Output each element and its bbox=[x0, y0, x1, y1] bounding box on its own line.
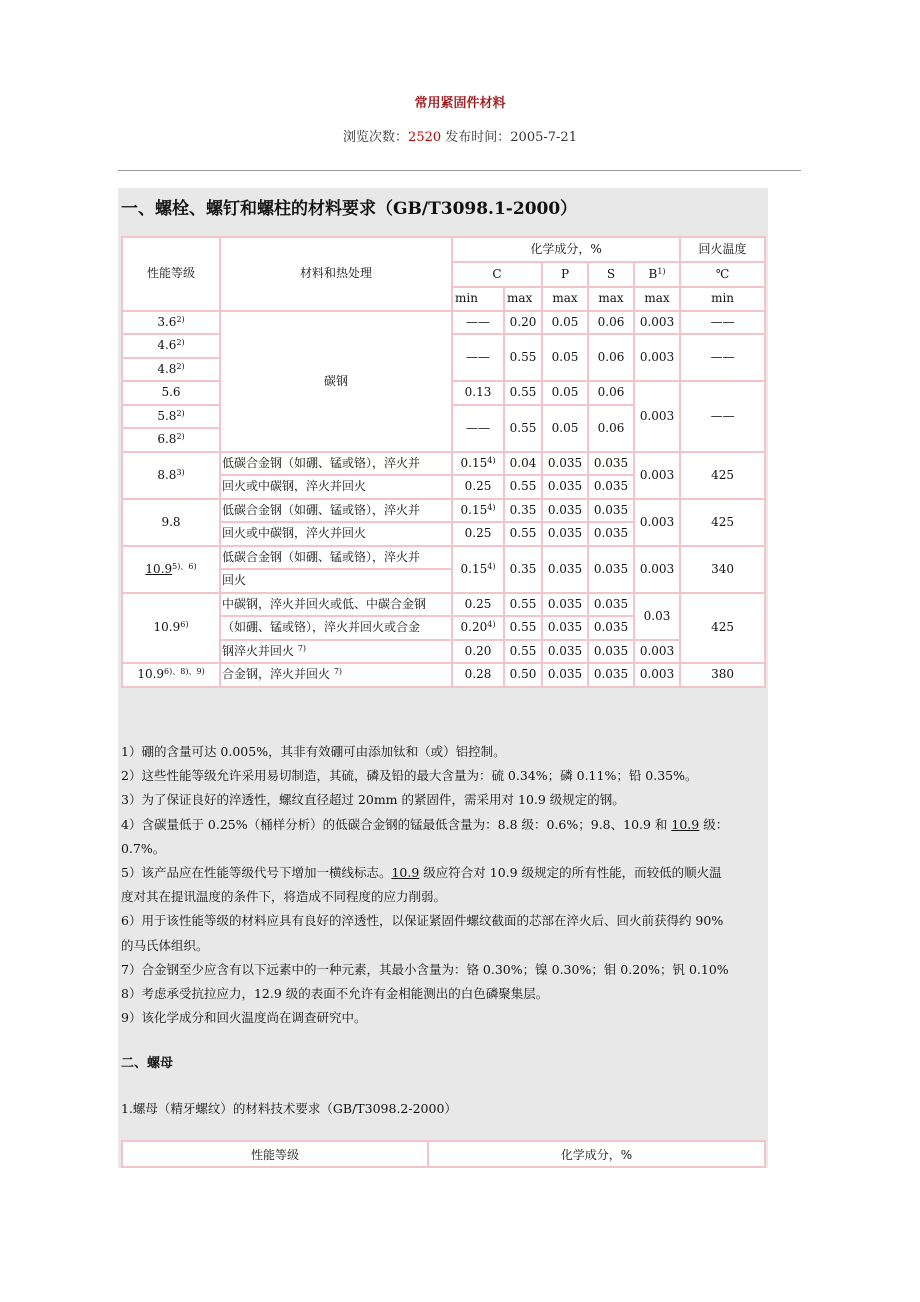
section1-heading: 一、螺栓、螺钉和螺柱的材料要求（GB/T3098.1-2000） bbox=[121, 199, 578, 219]
cell: —— bbox=[680, 334, 765, 381]
header-b: $B^{1)}$ bbox=[634, 262, 680, 287]
grade-6-8: 6.8$^{2)}$ bbox=[122, 428, 220, 452]
note-9: 9）该化学成分和回火温度尚在调查研究中。 bbox=[121, 1010, 367, 1026]
cell: 0.035 bbox=[542, 616, 588, 640]
material-low-alloy-line2: 回火或中碳钢，淬火并回火 bbox=[220, 522, 452, 546]
cell: 0.035 bbox=[588, 499, 634, 523]
grade-10-9: 10.9$^{6)}$ bbox=[122, 593, 220, 664]
cell: 0.035 bbox=[542, 663, 588, 687]
grade-10-9-alloy: $10.9^{6)、8)、9)}$ bbox=[122, 663, 220, 687]
cell: 0.035 bbox=[588, 452, 634, 476]
grade-4-8: 4.8$^{2)}$ bbox=[122, 358, 220, 382]
nut-header-chem: 化学成分，% bbox=[428, 1141, 765, 1167]
cell: 0.55 bbox=[504, 334, 542, 381]
grade-10-9-underlined: $10.9^{5)、6)}$ bbox=[122, 546, 220, 593]
cell: 0.25 bbox=[452, 475, 504, 499]
material-medium-line1: 中碳钢，淬火并回火或低、中碳合金钢 bbox=[220, 593, 452, 617]
nut-header-grade: 性能等级 bbox=[122, 1141, 428, 1167]
bolt-material-table bbox=[121, 236, 766, 688]
cell: 0.035 bbox=[542, 593, 588, 617]
grade-4-6: 4.6$^{2)}$ bbox=[122, 334, 220, 358]
material-medium-line2: （如硼、锰或铬），淬火并回火或合金 bbox=[220, 616, 452, 640]
cell: 0.25 bbox=[452, 522, 504, 546]
cell: 0.035 bbox=[588, 616, 634, 640]
cell: 0.06 bbox=[588, 311, 634, 335]
note-5-cont: 度对其在提讯温度的条件下，将造成不同程度的应力削弱。 bbox=[121, 889, 447, 905]
material-low-alloy-only-line2: 回火 bbox=[220, 569, 452, 593]
grade-5-6: 5.6 bbox=[122, 381, 220, 405]
cell: 0.035 bbox=[542, 452, 588, 476]
cell: 0.05 bbox=[542, 405, 588, 452]
cell: —— bbox=[680, 311, 765, 335]
grade-8-8: 8.8$^{3)}$ bbox=[122, 452, 220, 499]
grade-3-6: 3.6$^{2)}$ bbox=[122, 311, 220, 335]
cell: 0.15$^{4)}$ bbox=[452, 499, 504, 523]
section2-heading: 二、螺母 bbox=[121, 1056, 174, 1071]
views-count: 2520 bbox=[408, 130, 442, 145]
note-6: 6）用于该性能等级的材料应具有良好的淬透性，以保证紧固件螺纹截面的芯部在淬火后、回火前获得约 90% bbox=[121, 913, 724, 929]
header-c-max: max bbox=[504, 287, 542, 311]
cell: 0.003 bbox=[634, 663, 680, 687]
cell: —— bbox=[452, 311, 504, 335]
note-4: 4）含碳量低于 0.25%（桶样分析）的低碳合金钢的锰最低含量为：8.8 级：0.6%；9.8、10.9 和 10.9 级： bbox=[121, 816, 729, 832]
grade-9-8: 9.8 bbox=[122, 499, 220, 546]
cell: 0.28 bbox=[452, 663, 504, 687]
cell: 0.15$^{4)}$ bbox=[452, 546, 504, 593]
cell: —— bbox=[680, 381, 765, 452]
header-c-min: min bbox=[452, 287, 504, 311]
cell: 340 bbox=[680, 546, 765, 593]
cell: —— bbox=[452, 405, 504, 452]
header-material: 材料和热处理 bbox=[220, 237, 452, 311]
publish-date: 2005-7-21 bbox=[510, 130, 577, 145]
cell: 0.55 bbox=[504, 381, 542, 405]
note-1: 1）硼的含量可达 0.005%，其非有效硼可由添加钛和（或）铝控制。 bbox=[121, 744, 506, 759]
cell: 0.55 bbox=[504, 405, 542, 452]
header-grade: 性能等级 bbox=[122, 237, 220, 311]
cell: 0.15$^{4)}$ bbox=[452, 452, 504, 476]
cell: 0.13 bbox=[452, 381, 504, 405]
material-low-alloy-line2: 回火或中碳钢，淬火并回火 bbox=[220, 475, 452, 499]
cell: 0.035 bbox=[588, 546, 634, 593]
header-b-max: max bbox=[634, 287, 680, 311]
cell: —— bbox=[452, 334, 504, 381]
cell: 0.003 bbox=[634, 546, 680, 593]
cell: 0.20$^{4)}$ bbox=[452, 616, 504, 640]
header-chem: 化学成分，% bbox=[452, 237, 680, 262]
header-p-max: max bbox=[542, 287, 588, 311]
cell: 0.035 bbox=[588, 475, 634, 499]
grade-5-8: 5.8$^{2)}$ bbox=[122, 405, 220, 429]
cell: 0.04 bbox=[504, 452, 542, 476]
cell: 0.035 bbox=[542, 475, 588, 499]
footnotes bbox=[121, 740, 766, 1030]
section2-subheading: 1.螺母（精牙螺纹）的材料技术要求（GB/T3098.2-2000） bbox=[121, 1101, 457, 1116]
cell: 425 bbox=[680, 452, 765, 499]
note-3: 3）为了保证良好的淬透性，螺纹直径超过 20mm 的紧固件，需采用对 10.9 级规定的钢。 bbox=[121, 792, 625, 808]
cell: 0.035 bbox=[588, 663, 634, 687]
material-low-alloy-only-line1: 低碳合金钢（如硼、锰或铬），淬火并 bbox=[220, 546, 452, 570]
cell: 425 bbox=[680, 593, 765, 664]
cell: 0.035 bbox=[542, 522, 588, 546]
header-temp-min: min bbox=[680, 287, 765, 311]
cell: 0.06 bbox=[588, 334, 634, 381]
cell: 0.003 bbox=[634, 499, 680, 546]
header-s: S bbox=[588, 262, 634, 287]
cell: 0.035 bbox=[542, 640, 588, 664]
cell: 0.003 bbox=[634, 334, 680, 381]
cell: 0.06 bbox=[588, 381, 634, 405]
note-8: 8）考虑承受抗拉应力，12.9 级的表面不允许有金相能测出的白色磷聚集层。 bbox=[121, 986, 549, 1002]
material-carbon-steel: 碳钢 bbox=[220, 311, 452, 452]
cell: 0.20 bbox=[504, 311, 542, 335]
header-s-max: max bbox=[588, 287, 634, 311]
page-title: 常用紧固件材料 bbox=[414, 96, 506, 111]
cell: 0.35 bbox=[504, 546, 542, 593]
views-label: 浏览次数： bbox=[343, 130, 409, 145]
cell: 0.003 bbox=[634, 381, 680, 452]
cell: 0.35 bbox=[504, 499, 542, 523]
cell: 0.06 bbox=[588, 405, 634, 452]
cell: 0.20 bbox=[452, 640, 504, 664]
cell: 0.035 bbox=[542, 546, 588, 593]
note-7: 7）合金钢至少应含有以下远素中的一种元素，其最小含量为：铬 0.30%；镍 0.30%；钼 0.20%；钒 0.10% bbox=[121, 961, 729, 977]
cell: 0.55 bbox=[504, 475, 542, 499]
nut-material-table bbox=[121, 1140, 766, 1168]
cell: 0.03 bbox=[634, 593, 680, 640]
note-2: 2）这些性能等级允许采用易切制造，其硫，磷及铅的最大含量为：硫 0.34%；磷 0.11%；铅 0.35%。 bbox=[121, 768, 698, 784]
material-medium-line3: 钢淬火并回火 $^{7)}$ bbox=[220, 640, 452, 664]
cell: 0.05 bbox=[542, 334, 588, 381]
material-low-alloy-line1: 低碳合金钢（如硼、锰或铬），淬火并 bbox=[220, 452, 452, 476]
header-c: C bbox=[452, 262, 542, 287]
cell: 0.55 bbox=[504, 522, 542, 546]
cell: 425 bbox=[680, 499, 765, 546]
cell: 0.003 bbox=[634, 452, 680, 499]
material-alloy: 合金钢，淬火并回火 $^{7)}$ bbox=[220, 663, 452, 687]
material-low-alloy-line1: 低碳合金钢（如硼、锰或铬），淬火并 bbox=[220, 499, 452, 523]
cell: 0.55 bbox=[504, 593, 542, 617]
note-5: 5）该产品应在性能等级代号下增加一横线标志。10.9 级应符合对 10.9 级规定的所有性能，而较低的顺火温 bbox=[121, 865, 722, 881]
cell: 0.25 bbox=[452, 593, 504, 617]
publish-label: 发布时间： bbox=[441, 130, 511, 145]
cell: 0.003 bbox=[634, 311, 680, 335]
cell: 0.003 bbox=[634, 640, 680, 664]
header-p: P bbox=[542, 262, 588, 287]
cell: 0.05 bbox=[542, 381, 588, 405]
note-6-cont: 的马氏体组织。 bbox=[121, 937, 209, 953]
cell: 380 bbox=[680, 663, 765, 687]
header-temp: 回火温度 bbox=[680, 237, 765, 262]
cell: 0.035 bbox=[588, 522, 634, 546]
cell: 0.55 bbox=[504, 640, 542, 664]
note-4-cont: 0.7%。 bbox=[121, 840, 166, 856]
page-meta bbox=[0, 126, 920, 145]
cell: 0.035 bbox=[542, 499, 588, 523]
cell: 0.50 bbox=[504, 663, 542, 687]
cell: 0.05 bbox=[542, 311, 588, 335]
header-temp-unit: ℃ bbox=[680, 262, 765, 287]
cell: 0.55 bbox=[504, 616, 542, 640]
header-divider bbox=[118, 170, 801, 171]
cell: 0.035 bbox=[588, 593, 634, 617]
cell: 0.035 bbox=[588, 640, 634, 664]
